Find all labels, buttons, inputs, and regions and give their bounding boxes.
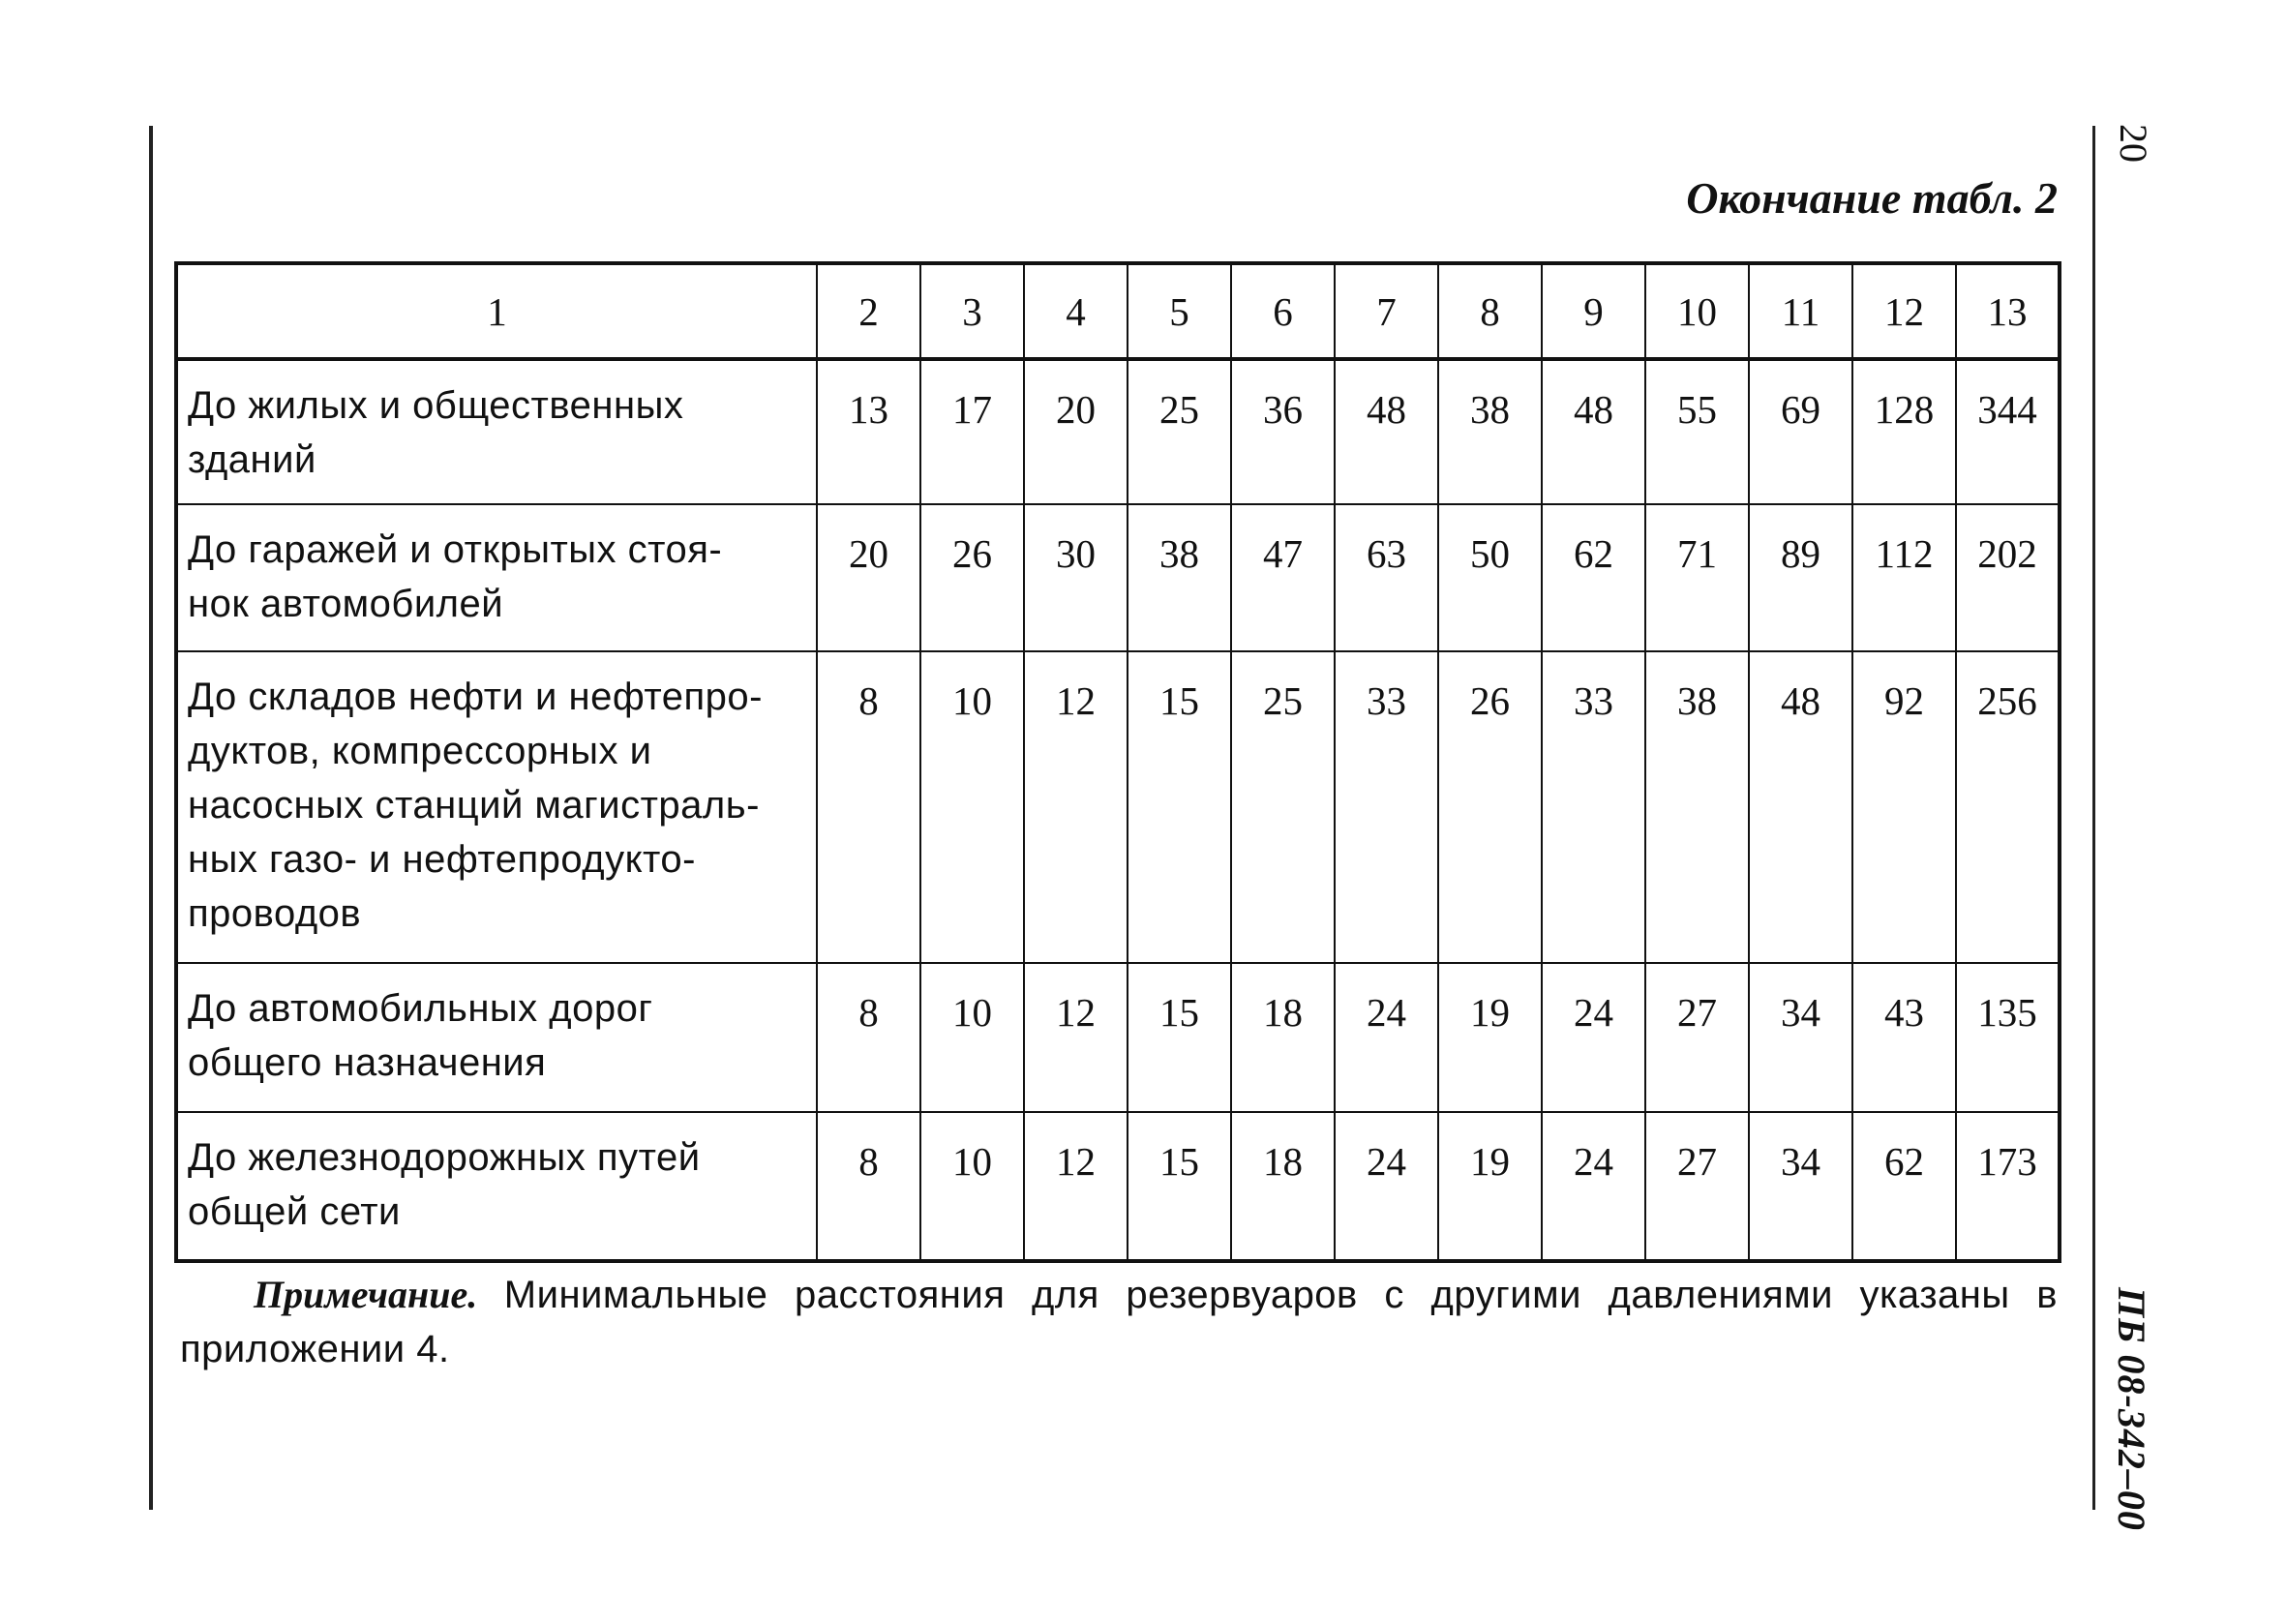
table-cell: 13 (817, 359, 920, 504)
column-header: 4 (1024, 263, 1128, 359)
row-label-line: До гаражей и открытых стоя- (188, 528, 723, 571)
table-cell: 20 (817, 504, 920, 651)
table-cell: 10 (920, 963, 1024, 1112)
table-cell: 47 (1231, 504, 1335, 651)
column-header: 3 (920, 263, 1024, 359)
table-cell: 12 (1024, 963, 1128, 1112)
table-cell: 128 (1852, 359, 1956, 504)
row-label (176, 359, 817, 504)
column-header: 8 (1438, 263, 1542, 359)
row-label-line: До жилых и общественных (188, 384, 684, 427)
row-label-line: общей сети (188, 1190, 401, 1233)
header-row (176, 263, 2060, 359)
table-cell: 62 (1542, 504, 1645, 651)
document-code: ПБ 08-342–00 (2110, 1287, 2153, 1531)
table-cell: 63 (1335, 504, 1438, 651)
column-header: 11 (1749, 263, 1852, 359)
table-cell: 18 (1231, 1112, 1335, 1261)
table-cell: 30 (1024, 504, 1128, 651)
table-cell: 55 (1645, 359, 1749, 504)
row-label-line: До железнодорожных путей (188, 1136, 701, 1179)
column-header: 5 (1128, 263, 1231, 359)
row-label-line: ных газо- и нефтепродукто- (188, 838, 696, 881)
right-margin-rule (2092, 126, 2095, 1510)
table-cell: 8 (817, 1112, 920, 1261)
table-cell: 34 (1749, 963, 1852, 1112)
table-cell: 43 (1852, 963, 1956, 1112)
row-label-line: проводов (188, 892, 362, 935)
table-cell: 344 (1956, 359, 2060, 504)
table-note (180, 1268, 2058, 1376)
page-number: 20 (2112, 124, 2155, 163)
row-label-line: общего назначения (188, 1041, 547, 1084)
table-cell: 24 (1542, 1112, 1645, 1261)
table-cell: 256 (1956, 651, 2060, 963)
table-cell: 202 (1956, 504, 2060, 651)
column-header: 13 (1956, 263, 2060, 359)
note-label: Примечание. (254, 1273, 478, 1316)
table-cell: 27 (1645, 1112, 1749, 1261)
table-cell: 19 (1438, 1112, 1542, 1261)
table-caption: Окончание табл. 2 (1686, 173, 2058, 223)
table-cell: 38 (1645, 651, 1749, 963)
row-label-line: До автомобильных дорог (188, 987, 653, 1030)
distance-table (174, 261, 2061, 1263)
table-cell: 24 (1335, 1112, 1438, 1261)
table-cell: 25 (1231, 651, 1335, 963)
table-cell: 173 (1956, 1112, 2060, 1261)
table-row (176, 963, 2060, 1112)
table-cell: 62 (1852, 1112, 1956, 1261)
column-header: 7 (1335, 263, 1438, 359)
table-cell: 10 (920, 651, 1024, 963)
table-cell: 33 (1542, 651, 1645, 963)
table-cell: 48 (1335, 359, 1438, 504)
table-cell: 25 (1128, 359, 1231, 504)
table-cell: 15 (1128, 963, 1231, 1112)
table-cell: 69 (1749, 359, 1852, 504)
table-cell: 38 (1128, 504, 1231, 651)
table-cell: 26 (1438, 651, 1542, 963)
table-cell: 71 (1645, 504, 1749, 651)
table-cell: 112 (1852, 504, 1956, 651)
row-label-line: нок автомобилей (188, 583, 504, 625)
row-label-line: До складов нефти и нефтепро- (188, 676, 763, 718)
table-cell: 48 (1749, 651, 1852, 963)
table-cell: 50 (1438, 504, 1542, 651)
column-header: 2 (817, 263, 920, 359)
row-label-line: дуктов, компрессорных и (188, 730, 652, 772)
table-cell: 24 (1335, 963, 1438, 1112)
table-body (176, 359, 2060, 1261)
table-cell: 8 (817, 963, 920, 1112)
table-row (176, 1112, 2060, 1261)
table-cell: 33 (1335, 651, 1438, 963)
row-label-line: насосных станций магистраль- (188, 784, 760, 827)
table-cell: 92 (1852, 651, 1956, 963)
table-row (176, 504, 2060, 651)
table-cell: 19 (1438, 963, 1542, 1112)
table-cell: 12 (1024, 651, 1128, 963)
column-header: 9 (1542, 263, 1645, 359)
table-cell: 38 (1438, 359, 1542, 504)
column-header: 6 (1231, 263, 1335, 359)
column-header: 10 (1645, 263, 1749, 359)
row-label (176, 651, 817, 963)
table-row (176, 359, 2060, 504)
row-label (176, 963, 817, 1112)
table-cell: 36 (1231, 359, 1335, 504)
column-header: 1 (176, 263, 817, 359)
table-cell: 17 (920, 359, 1024, 504)
table-cell: 135 (1956, 963, 2060, 1112)
table-cell: 27 (1645, 963, 1749, 1112)
table-cell: 48 (1542, 359, 1645, 504)
table-cell: 15 (1128, 651, 1231, 963)
table-cell: 8 (817, 651, 920, 963)
row-label (176, 504, 817, 651)
table-cell: 24 (1542, 963, 1645, 1112)
table-cell: 89 (1749, 504, 1852, 651)
table-cell: 12 (1024, 1112, 1128, 1261)
table-cell: 15 (1128, 1112, 1231, 1261)
row-label (176, 1112, 817, 1261)
table-row (176, 651, 2060, 963)
table-cell: 18 (1231, 963, 1335, 1112)
table-cell: 20 (1024, 359, 1128, 504)
column-header: 12 (1852, 263, 1956, 359)
table-cell: 26 (920, 504, 1024, 651)
table-cell: 10 (920, 1112, 1024, 1261)
left-margin-rule (149, 126, 153, 1510)
row-label-line: зданий (188, 438, 316, 481)
table-cell: 34 (1749, 1112, 1852, 1261)
note-text: Минимальные расстояния для резервуаров с другими давлениями указаны в приложении 4. (180, 1274, 2058, 1370)
